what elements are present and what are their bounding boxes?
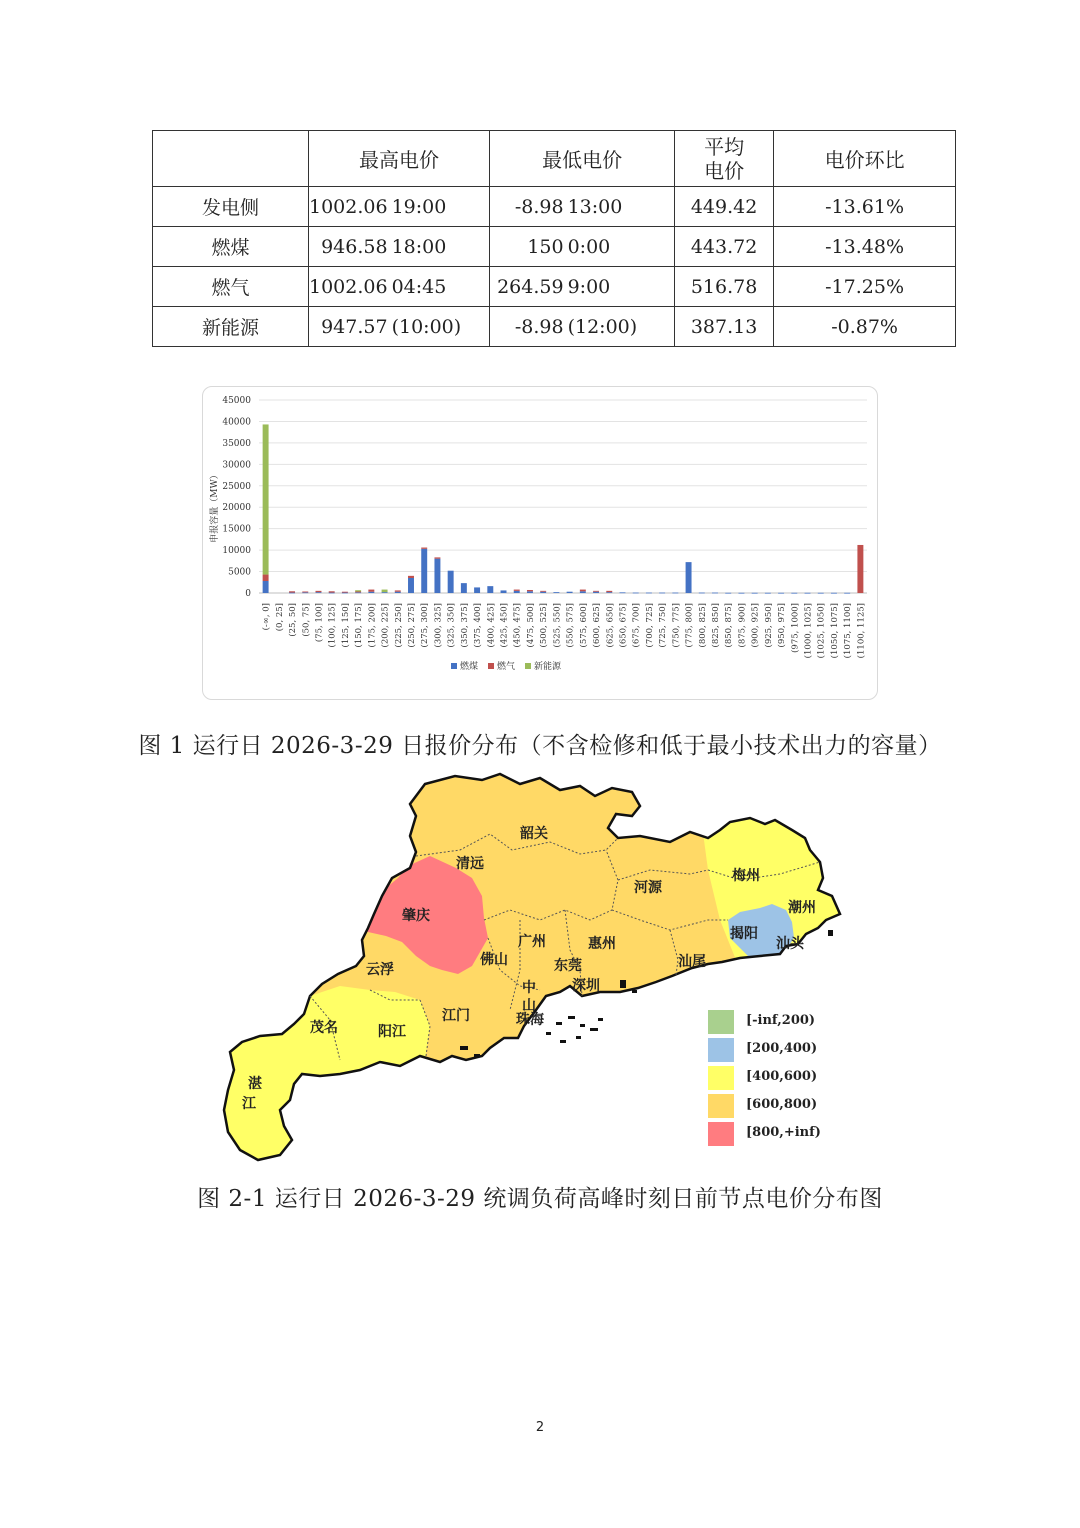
y-tick-label: 25000 bbox=[222, 481, 251, 492]
y-tick-label: 10000 bbox=[222, 546, 251, 557]
x-tick-label: (750, 775] bbox=[671, 603, 682, 648]
bar-燃煤 bbox=[540, 592, 546, 593]
bar-燃煤 bbox=[567, 592, 573, 593]
y-tick-label: 5000 bbox=[228, 567, 251, 578]
legend-item bbox=[708, 1010, 908, 1034]
x-tick-label: (500, 525] bbox=[539, 603, 550, 648]
header-change: 电价环比 bbox=[774, 131, 956, 187]
bar-燃煤 bbox=[778, 593, 784, 594]
city-zhuhai: 珠海 bbox=[516, 1012, 544, 1028]
city-zhanjiang-1: 湛 bbox=[248, 1076, 262, 1092]
min-price-value: -8.98 bbox=[490, 307, 566, 347]
legend-swatch bbox=[708, 1038, 734, 1062]
x-tick-label: (725, 750] bbox=[658, 603, 669, 648]
chart-svg bbox=[203, 387, 879, 701]
city-dongguan: 东莞 bbox=[554, 958, 582, 974]
bar-燃煤 bbox=[818, 593, 824, 594]
bar-燃煤 bbox=[289, 593, 295, 594]
x-tick-label: (175, 200] bbox=[367, 603, 378, 648]
bar-燃气 bbox=[514, 590, 520, 591]
city-yangjiang: 阳江 bbox=[378, 1024, 406, 1040]
x-tick-label: (550, 575] bbox=[565, 603, 576, 648]
min-price-value: 150 bbox=[490, 227, 566, 267]
bar-燃煤 bbox=[672, 593, 678, 594]
legend-label: 燃煤 bbox=[460, 662, 479, 672]
table-row bbox=[153, 307, 956, 347]
header-avg-line2: 电价 bbox=[704, 158, 745, 183]
x-tick-label: (900, 925] bbox=[750, 603, 761, 648]
bar-燃煤 bbox=[633, 593, 639, 594]
city-yunfu: 云浮 bbox=[366, 962, 394, 978]
avg-price: 449.42 bbox=[675, 187, 774, 227]
x-tick-label: (325, 350] bbox=[446, 603, 457, 648]
x-tick-label: (1000, 1025] bbox=[803, 603, 814, 659]
bar-燃气 bbox=[580, 590, 586, 592]
bar-燃煤 bbox=[752, 593, 758, 594]
price-change: -0.87% bbox=[774, 307, 956, 347]
x-tick-label: (200, 225] bbox=[380, 603, 391, 648]
table-body bbox=[153, 187, 956, 347]
x-tick-label: (50, 75] bbox=[301, 603, 312, 637]
price-table bbox=[152, 130, 956, 347]
max-price-time: 19:00 bbox=[390, 187, 490, 227]
x-tick-label: (75, 100] bbox=[314, 603, 325, 643]
city-jiangmen: 江门 bbox=[442, 1008, 470, 1024]
bar-燃煤 bbox=[831, 593, 837, 594]
x-tick-label: (700, 725] bbox=[644, 603, 655, 648]
legend-label: [-inf,200) bbox=[746, 1013, 816, 1028]
bar-燃气 bbox=[395, 590, 401, 591]
legend-swatch bbox=[488, 663, 494, 669]
x-tick-label: (225, 250] bbox=[393, 603, 404, 648]
bar-燃气 bbox=[302, 591, 308, 592]
bar-燃气 bbox=[421, 548, 427, 549]
bar-燃煤 bbox=[408, 578, 414, 593]
legend-label: [600,800) bbox=[746, 1097, 818, 1112]
city-jieyang: 揭阳 bbox=[730, 926, 758, 942]
city-chaozhou: 潮州 bbox=[788, 900, 816, 916]
bar-燃煤 bbox=[448, 571, 454, 593]
max-price-value: 946.58 bbox=[309, 227, 390, 267]
x-tick-label: (925, 950] bbox=[763, 603, 774, 648]
min-price-time: (12:00) bbox=[566, 307, 675, 347]
city-zhongshan-1: 中 bbox=[522, 980, 536, 996]
legend-item bbox=[708, 1094, 908, 1118]
city-shanwei: 汕尾 bbox=[678, 954, 706, 970]
max-price-time: 18:00 bbox=[390, 227, 490, 267]
bar-燃煤 bbox=[805, 593, 811, 594]
x-tick-label: (475, 500] bbox=[525, 603, 536, 648]
bar-燃煤 bbox=[355, 592, 361, 593]
city-maoming: 茂名 bbox=[310, 1020, 338, 1036]
bar-燃煤 bbox=[382, 592, 388, 593]
x-tick-label: (450, 475] bbox=[512, 603, 523, 648]
price-change: -17.25% bbox=[774, 267, 956, 307]
min-price-time: 13:00 bbox=[566, 187, 675, 227]
min-price-value: -8.98 bbox=[490, 187, 566, 227]
bar-燃煤 bbox=[593, 592, 599, 593]
header-min-price: 最低电价 bbox=[490, 131, 675, 187]
x-tick-label: (650, 675] bbox=[618, 603, 629, 648]
legend-swatch bbox=[451, 663, 457, 669]
legend-label: [800,+inf) bbox=[746, 1125, 821, 1140]
bar-燃煤 bbox=[302, 592, 308, 593]
x-tick-label: (675, 700] bbox=[631, 603, 642, 648]
y-tick-label: 40000 bbox=[222, 417, 251, 428]
bar-新能源 bbox=[382, 590, 388, 593]
x-tick-label: (425, 450] bbox=[499, 603, 510, 648]
legend-label: 燃气 bbox=[497, 662, 516, 672]
legend-swatch bbox=[708, 1010, 734, 1034]
header-blank bbox=[153, 131, 309, 187]
legend-label: 新能源 bbox=[534, 662, 562, 672]
max-price-value: 947.57 bbox=[309, 307, 390, 347]
row-label: 燃煤 bbox=[153, 227, 309, 267]
x-tick-label: (525, 550] bbox=[552, 603, 563, 648]
x-tick-label: (575, 600] bbox=[578, 603, 589, 648]
bar-燃煤 bbox=[606, 592, 612, 593]
price-change: -13.61% bbox=[774, 187, 956, 227]
bar-燃气 bbox=[355, 591, 361, 592]
bar-燃煤 bbox=[474, 587, 480, 593]
bar-燃煤 bbox=[791, 593, 797, 594]
legend-swatch bbox=[708, 1066, 734, 1090]
city-shenzhen: 深圳 bbox=[572, 978, 600, 994]
x-tick-label: (625, 650] bbox=[605, 603, 616, 648]
y-axis-label: 申报容量（MW） bbox=[210, 470, 220, 543]
bar-燃煤 bbox=[395, 592, 401, 593]
bar-燃气 bbox=[408, 576, 414, 578]
bar-燃煤 bbox=[514, 591, 520, 593]
bar-燃气 bbox=[593, 591, 599, 592]
bar-燃气 bbox=[857, 545, 863, 593]
header-avg-line1: 平均 bbox=[704, 134, 745, 159]
bar-燃煤 bbox=[738, 593, 744, 594]
max-price-time: 04:45 bbox=[390, 267, 490, 307]
figure-1-caption: 图 1 运行日 2026-3-29 日报价分布（不含检修和低于最小技术出力的容量） bbox=[138, 733, 942, 759]
legend-swatch bbox=[708, 1122, 734, 1146]
page-number: 2 bbox=[535, 1420, 545, 1435]
bar-燃气 bbox=[434, 557, 440, 558]
bar-燃煤 bbox=[501, 590, 507, 593]
city-shantou: 汕头 bbox=[776, 936, 804, 952]
min-price-time: 0:00 bbox=[566, 227, 675, 267]
city-meizhou: 梅州 bbox=[732, 868, 760, 884]
header-max-price: 最高电价 bbox=[309, 131, 490, 187]
x-tick-label: (275, 300] bbox=[420, 603, 431, 648]
bar-新能源 bbox=[355, 590, 361, 591]
figure-2-caption: 图 2-1 运行日 2026-3-29 统调负荷高峰时刻日前节点电价分布图 bbox=[197, 1186, 883, 1212]
x-tick-label: (1025, 1050] bbox=[816, 603, 827, 659]
x-tick-label: (1050, 1075] bbox=[829, 603, 840, 659]
bar-燃气 bbox=[329, 591, 335, 592]
x-tick-label: (25, 50] bbox=[288, 603, 299, 637]
bar-燃煤 bbox=[342, 593, 348, 594]
bar-燃煤 bbox=[487, 586, 493, 593]
min-price-time: 9:00 bbox=[566, 267, 675, 307]
bar-燃气 bbox=[289, 591, 295, 592]
x-tick-label: (0, 25] bbox=[274, 603, 285, 632]
bar-燃气 bbox=[606, 591, 612, 592]
price-change: -13.48% bbox=[774, 227, 956, 267]
bar-燃气 bbox=[316, 591, 322, 592]
y-tick-label: 45000 bbox=[222, 396, 251, 406]
x-tick-label: (350, 375] bbox=[459, 603, 470, 648]
x-tick-label: (100, 125] bbox=[327, 603, 338, 648]
bar-燃气 bbox=[540, 591, 546, 592]
city-zhongshan-2: 山 bbox=[522, 998, 536, 1014]
x-tick-label: (825, 850] bbox=[711, 603, 721, 648]
bar-燃煤 bbox=[686, 562, 692, 593]
legend-item bbox=[708, 1038, 908, 1062]
x-tick-label: (600, 625] bbox=[592, 603, 603, 648]
x-tick-label: (300, 325] bbox=[433, 603, 444, 648]
y-tick-label: 15000 bbox=[222, 524, 251, 535]
bar-燃气 bbox=[368, 590, 374, 592]
bar-燃煤 bbox=[725, 593, 731, 594]
legend-item bbox=[708, 1066, 908, 1090]
y-tick-label: 35000 bbox=[222, 438, 251, 449]
city-zhanjiang-2: 江 bbox=[242, 1096, 256, 1112]
legend-swatch bbox=[708, 1094, 734, 1118]
bar-燃煤 bbox=[553, 592, 559, 593]
city-heyuan: 河源 bbox=[634, 880, 662, 896]
bar-燃煤 bbox=[765, 593, 771, 594]
row-label: 新能源 bbox=[153, 307, 309, 347]
row-label: 燃气 bbox=[153, 267, 309, 307]
bar-燃煤 bbox=[329, 593, 335, 594]
y-tick-label: 0 bbox=[245, 589, 251, 599]
x-tick-label: (375, 400] bbox=[473, 603, 484, 648]
bar-燃煤 bbox=[646, 593, 652, 594]
x-tick-label: (400, 425] bbox=[486, 603, 497, 648]
bar-燃煤 bbox=[659, 593, 665, 594]
avg-price: 387.13 bbox=[675, 307, 774, 347]
city-shaoguan: 韶关 bbox=[520, 826, 548, 842]
x-tick-label: (250, 275] bbox=[407, 603, 417, 648]
city-qingyuan: 清远 bbox=[456, 856, 484, 872]
bar-燃煤 bbox=[263, 581, 269, 593]
city-foshan: 佛山 bbox=[480, 952, 508, 968]
header-avg-price bbox=[675, 131, 774, 187]
bar-燃煤 bbox=[580, 591, 586, 593]
x-tick-label: (1075, 1100] bbox=[843, 603, 854, 659]
bar-燃气 bbox=[342, 592, 348, 593]
y-tick-label: 20000 bbox=[222, 503, 251, 514]
y-tick-label: 30000 bbox=[222, 460, 251, 471]
x-tick-label: (775, 800] bbox=[684, 603, 695, 648]
x-tick-label: (1100, 1125] bbox=[856, 603, 867, 659]
x-tick-label: (800, 825] bbox=[697, 603, 708, 648]
x-tick-label: (125, 150] bbox=[340, 603, 351, 648]
legend-item bbox=[708, 1122, 908, 1146]
legend-label: [400,600) bbox=[746, 1069, 818, 1084]
x-tick-label: (875, 900] bbox=[737, 603, 748, 648]
legend-swatch bbox=[525, 663, 531, 669]
max-price-time: (10:00) bbox=[390, 307, 490, 347]
bar-燃煤 bbox=[620, 592, 626, 593]
bid-distribution-chart bbox=[202, 386, 878, 700]
bar-燃煤 bbox=[368, 592, 374, 593]
bar-燃气 bbox=[527, 590, 533, 591]
bar-燃煤 bbox=[461, 583, 467, 593]
x-tick-label: (975, 1000] bbox=[790, 603, 801, 653]
max-price-value: 1002.06 bbox=[309, 267, 390, 307]
table-row bbox=[153, 227, 956, 267]
x-tick-label: (150, 175] bbox=[354, 603, 365, 648]
bar-燃煤 bbox=[421, 549, 427, 593]
min-price-value: 264.59 bbox=[490, 267, 566, 307]
avg-price: 443.72 bbox=[675, 227, 774, 267]
bar-新能源 bbox=[263, 424, 269, 574]
bar-燃煤 bbox=[527, 591, 533, 593]
table-row bbox=[153, 267, 956, 307]
x-tick-label: (950, 975] bbox=[777, 603, 788, 648]
x-tick-label: (850, 875] bbox=[724, 603, 735, 648]
avg-price: 516.78 bbox=[675, 267, 774, 307]
city-huizhou: 惠州 bbox=[588, 936, 616, 952]
table-row bbox=[153, 187, 956, 227]
legend-label: [200,400) bbox=[746, 1041, 818, 1056]
x-tick-label: (-∞, 0] bbox=[261, 603, 272, 631]
city-zhaoqing: 肇庆 bbox=[402, 908, 430, 924]
bar-燃气 bbox=[263, 575, 269, 581]
table-header-row bbox=[153, 131, 956, 187]
city-guangzhou: 广州 bbox=[518, 934, 546, 950]
bar-燃煤 bbox=[712, 593, 718, 594]
row-label: 发电侧 bbox=[153, 187, 309, 227]
bar-燃煤 bbox=[699, 593, 705, 594]
bar-燃煤 bbox=[316, 592, 322, 593]
bar-燃煤 bbox=[434, 559, 440, 593]
bar-燃煤 bbox=[844, 593, 850, 594]
max-price-value: 1002.06 bbox=[309, 187, 390, 227]
